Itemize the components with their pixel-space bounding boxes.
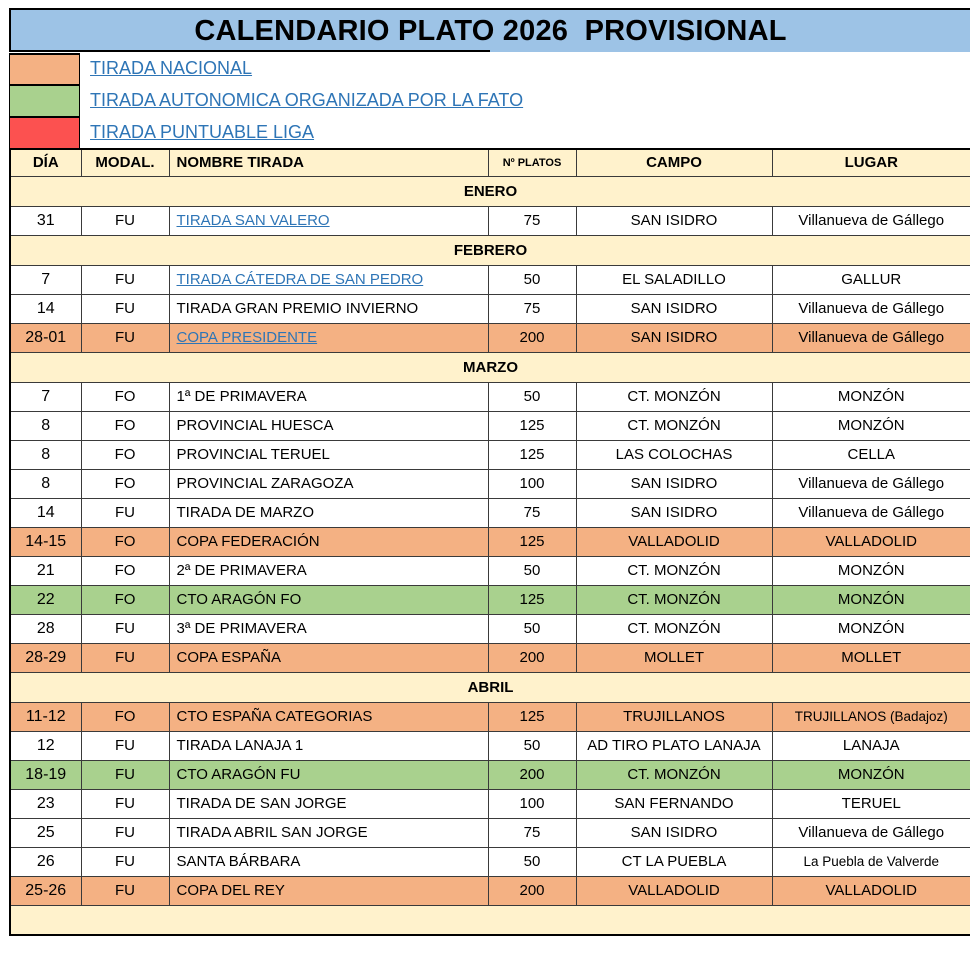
dia-cell: 31 [10, 206, 81, 235]
event-row [10, 206, 970, 235]
campo-cell: SAN ISIDRO [576, 323, 772, 352]
event-row [10, 760, 970, 789]
dia-cell: 25 [10, 818, 81, 847]
modal-cell: FU [81, 760, 169, 789]
col-header-campo: CAMPO [576, 149, 772, 176]
campo-cell: LAS COLOCHAS [576, 440, 772, 469]
dia-cell: 8 [10, 469, 81, 498]
campo-cell: CT. MONZÓN [576, 760, 772, 789]
event-row [10, 702, 970, 731]
modal-cell: FO [81, 440, 169, 469]
month-label: ENERO [10, 176, 970, 206]
legend-link[interactable]: TIRADA AUTONOMICA ORGANIZADA POR LA FATO [90, 89, 524, 110]
nombre-cell: CTO ESPAÑA CATEGORIAS [169, 702, 488, 731]
partial-month-label [10, 905, 970, 935]
lugar-cell: MONZÓN [772, 760, 970, 789]
campo-cell: CT. MONZÓN [576, 382, 772, 411]
month-row [10, 352, 970, 382]
lugar-cell: La Puebla de Valverde [772, 847, 970, 876]
nombre-cell: TIRADA GRAN PREMIO INVIERNO [169, 294, 488, 323]
nombre-cell: PROVINCIAL HUESCA [169, 411, 488, 440]
modal-cell: FU [81, 294, 169, 323]
nombre-cell: 2ª DE PRIMAVERA [169, 556, 488, 585]
nombre-cell: TIRADA ABRIL SAN JORGE [169, 818, 488, 847]
page-title: CALENDARIO PLATO 2026 PROVISIONAL [9, 8, 970, 52]
event-row [10, 294, 970, 323]
modal-cell: FU [81, 731, 169, 760]
month-label: MARZO [10, 352, 970, 382]
event-row [10, 847, 970, 876]
platos-cell: 50 [488, 556, 576, 585]
nombre-cell: TIRADA LANAJA 1 [169, 731, 488, 760]
event-row [10, 527, 970, 556]
legend-swatch [9, 85, 80, 117]
calendar-table [9, 148, 970, 936]
platos-cell: 125 [488, 411, 576, 440]
modal-cell: FU [81, 643, 169, 672]
event-row [10, 469, 970, 498]
lugar-cell: MONZÓN [772, 382, 970, 411]
month-label: ABRIL [10, 672, 970, 702]
nombre-cell: PROVINCIAL TERUEL [169, 440, 488, 469]
campo-cell: CT. MONZÓN [576, 585, 772, 614]
event-row [10, 731, 970, 760]
event-row [10, 323, 970, 352]
legend-swatch [9, 53, 80, 85]
dia-cell: 23 [10, 789, 81, 818]
lugar-cell: Villanueva de Gállego [772, 294, 970, 323]
dia-cell: 22 [10, 585, 81, 614]
platos-cell: 125 [488, 527, 576, 556]
modal-cell: FO [81, 527, 169, 556]
month-label: FEBRERO [10, 235, 970, 265]
event-row [10, 411, 970, 440]
nombre-link[interactable]: COPA PRESIDENTE [176, 329, 318, 346]
dia-cell: 21 [10, 556, 81, 585]
dia-cell: 8 [10, 411, 81, 440]
campo-cell: SAN ISIDRO [576, 206, 772, 235]
event-row [10, 585, 970, 614]
event-row [10, 498, 970, 527]
platos-cell: 75 [488, 498, 576, 527]
event-row [10, 614, 970, 643]
campo-cell: SAN ISIDRO [576, 818, 772, 847]
nombre-cell: CTO ARAGÓN FU [169, 760, 488, 789]
lugar-cell: VALLADOLID [772, 527, 970, 556]
platos-cell: 200 [488, 876, 576, 905]
lugar-cell: GALLUR [772, 265, 970, 294]
platos-cell: 50 [488, 265, 576, 294]
lugar-cell: Villanueva de Gállego [772, 323, 970, 352]
nombre-cell: CTO ARAGÓN FO [169, 585, 488, 614]
nombre-cell: COPA DEL REY [169, 876, 488, 905]
campo-cell: CT. MONZÓN [576, 411, 772, 440]
event-row [10, 556, 970, 585]
modal-cell: FO [81, 702, 169, 731]
nombre-cell: 1ª DE PRIMAVERA [169, 382, 488, 411]
dia-cell: 25-26 [10, 876, 81, 905]
lugar-cell: MONZÓN [772, 556, 970, 585]
col-header-lugar: LUGAR [772, 149, 970, 176]
campo-cell: SAN FERNANDO [576, 789, 772, 818]
lugar-cell: MOLLET [772, 643, 970, 672]
platos-cell: 50 [488, 847, 576, 876]
platos-cell: 125 [488, 585, 576, 614]
nombre-link[interactable]: TIRADA SAN VALERO [176, 212, 330, 229]
nombre-cell [169, 265, 488, 294]
modal-cell: FU [81, 847, 169, 876]
partial-bottom-row [10, 905, 970, 935]
dia-cell: 26 [10, 847, 81, 876]
month-row [10, 176, 970, 206]
modal-cell: FO [81, 585, 169, 614]
campo-cell: VALLADOLID [576, 527, 772, 556]
nombre-cell: PROVINCIAL ZARAGOZA [169, 469, 488, 498]
dia-cell: 14-15 [10, 527, 81, 556]
nombre-cell: 3ª DE PRIMAVERA [169, 614, 488, 643]
lugar-cell: TRUJILLANOS (Badajoz) [772, 702, 970, 731]
modal-cell: FU [81, 614, 169, 643]
nombre-cell: COPA ESPAÑA [169, 643, 488, 672]
platos-cell: 125 [488, 440, 576, 469]
event-row [10, 382, 970, 411]
modal-cell: FU [81, 498, 169, 527]
platos-cell: 200 [488, 323, 576, 352]
nombre-cell: TIRADA DE SAN JORGE [169, 789, 488, 818]
lugar-cell: Villanueva de Gállego [772, 469, 970, 498]
campo-cell: AD TIRO PLATO LANAJA [576, 731, 772, 760]
dia-cell: 14 [10, 294, 81, 323]
event-row [10, 876, 970, 905]
campo-cell: EL SALADILLO [576, 265, 772, 294]
col-header-platos: Nº PLATOS [488, 149, 576, 176]
platos-cell: 100 [488, 469, 576, 498]
legend-item [9, 116, 959, 148]
lugar-cell: TERUEL [772, 789, 970, 818]
dia-cell: 28-29 [10, 643, 81, 672]
nombre-cell [169, 206, 488, 235]
event-row [10, 643, 970, 672]
platos-cell: 75 [488, 206, 576, 235]
col-header-modal: MODAL. [81, 149, 169, 176]
lugar-cell: LANAJA [772, 731, 970, 760]
event-row [10, 265, 970, 294]
lugar-cell: MONZÓN [772, 411, 970, 440]
platos-cell: 200 [488, 643, 576, 672]
dia-cell: 7 [10, 382, 81, 411]
lugar-cell: Villanueva de Gállego [772, 206, 970, 235]
nombre-cell: SANTA BÁRBARA [169, 847, 488, 876]
month-row [10, 235, 970, 265]
modal-cell: FU [81, 818, 169, 847]
event-row [10, 818, 970, 847]
platos-cell: 50 [488, 614, 576, 643]
col-header-dia: DÍA [10, 149, 81, 176]
modal-cell: FO [81, 556, 169, 585]
dia-cell: 7 [10, 265, 81, 294]
campo-cell: CT LA PUEBLA [576, 847, 772, 876]
legend-link[interactable]: TIRADA NACIONAL [90, 57, 253, 78]
platos-cell: 200 [488, 760, 576, 789]
modal-cell: FO [81, 411, 169, 440]
legend-link[interactable]: TIRADA PUNTUABLE LIGA [90, 121, 315, 142]
lugar-cell: MONZÓN [772, 585, 970, 614]
platos-cell: 125 [488, 702, 576, 731]
campo-cell: TRUJILLANOS [576, 702, 772, 731]
legend [9, 52, 959, 148]
legend-item [9, 84, 959, 116]
lugar-cell: CELLA [772, 440, 970, 469]
month-row [10, 672, 970, 702]
lugar-cell: VALLADOLID [772, 876, 970, 905]
platos-cell: 75 [488, 818, 576, 847]
col-header-nombre: NOMBRE TIRADA [169, 149, 488, 176]
event-row [10, 440, 970, 469]
platos-cell: 75 [488, 294, 576, 323]
modal-cell: FU [81, 265, 169, 294]
platos-cell: 50 [488, 731, 576, 760]
nombre-cell: TIRADA DE MARZO [169, 498, 488, 527]
dia-cell: 28-01 [10, 323, 81, 352]
nombre-cell [169, 323, 488, 352]
dia-cell: 12 [10, 731, 81, 760]
campo-cell: MOLLET [576, 643, 772, 672]
lugar-cell: Villanueva de Gállego [772, 818, 970, 847]
calendar-body [10, 176, 970, 935]
dia-cell: 18-19 [10, 760, 81, 789]
platos-cell: 50 [488, 382, 576, 411]
campo-cell: SAN ISIDRO [576, 294, 772, 323]
lugar-cell: MONZÓN [772, 614, 970, 643]
event-row [10, 789, 970, 818]
legend-item [9, 52, 959, 84]
modal-cell: FU [81, 323, 169, 352]
modal-cell: FU [81, 206, 169, 235]
nombre-cell: COPA FEDERACIÓN [169, 527, 488, 556]
campo-cell: SAN ISIDRO [576, 469, 772, 498]
platos-cell: 100 [488, 789, 576, 818]
modal-cell: FU [81, 876, 169, 905]
header-row [10, 149, 970, 176]
dia-cell: 14 [10, 498, 81, 527]
dia-cell: 28 [10, 614, 81, 643]
dia-cell: 8 [10, 440, 81, 469]
nombre-link[interactable]: TIRADA CÁTEDRA DE SAN PEDRO [176, 271, 424, 288]
campo-cell: CT. MONZÓN [576, 556, 772, 585]
campo-cell: CT. MONZÓN [576, 614, 772, 643]
campo-cell: VALLADOLID [576, 876, 772, 905]
modal-cell: FU [81, 789, 169, 818]
campo-cell: SAN ISIDRO [576, 498, 772, 527]
legend-swatch [9, 117, 80, 149]
modal-cell: FO [81, 382, 169, 411]
modal-cell: FO [81, 469, 169, 498]
lugar-cell: Villanueva de Gállego [772, 498, 970, 527]
dia-cell: 11-12 [10, 702, 81, 731]
